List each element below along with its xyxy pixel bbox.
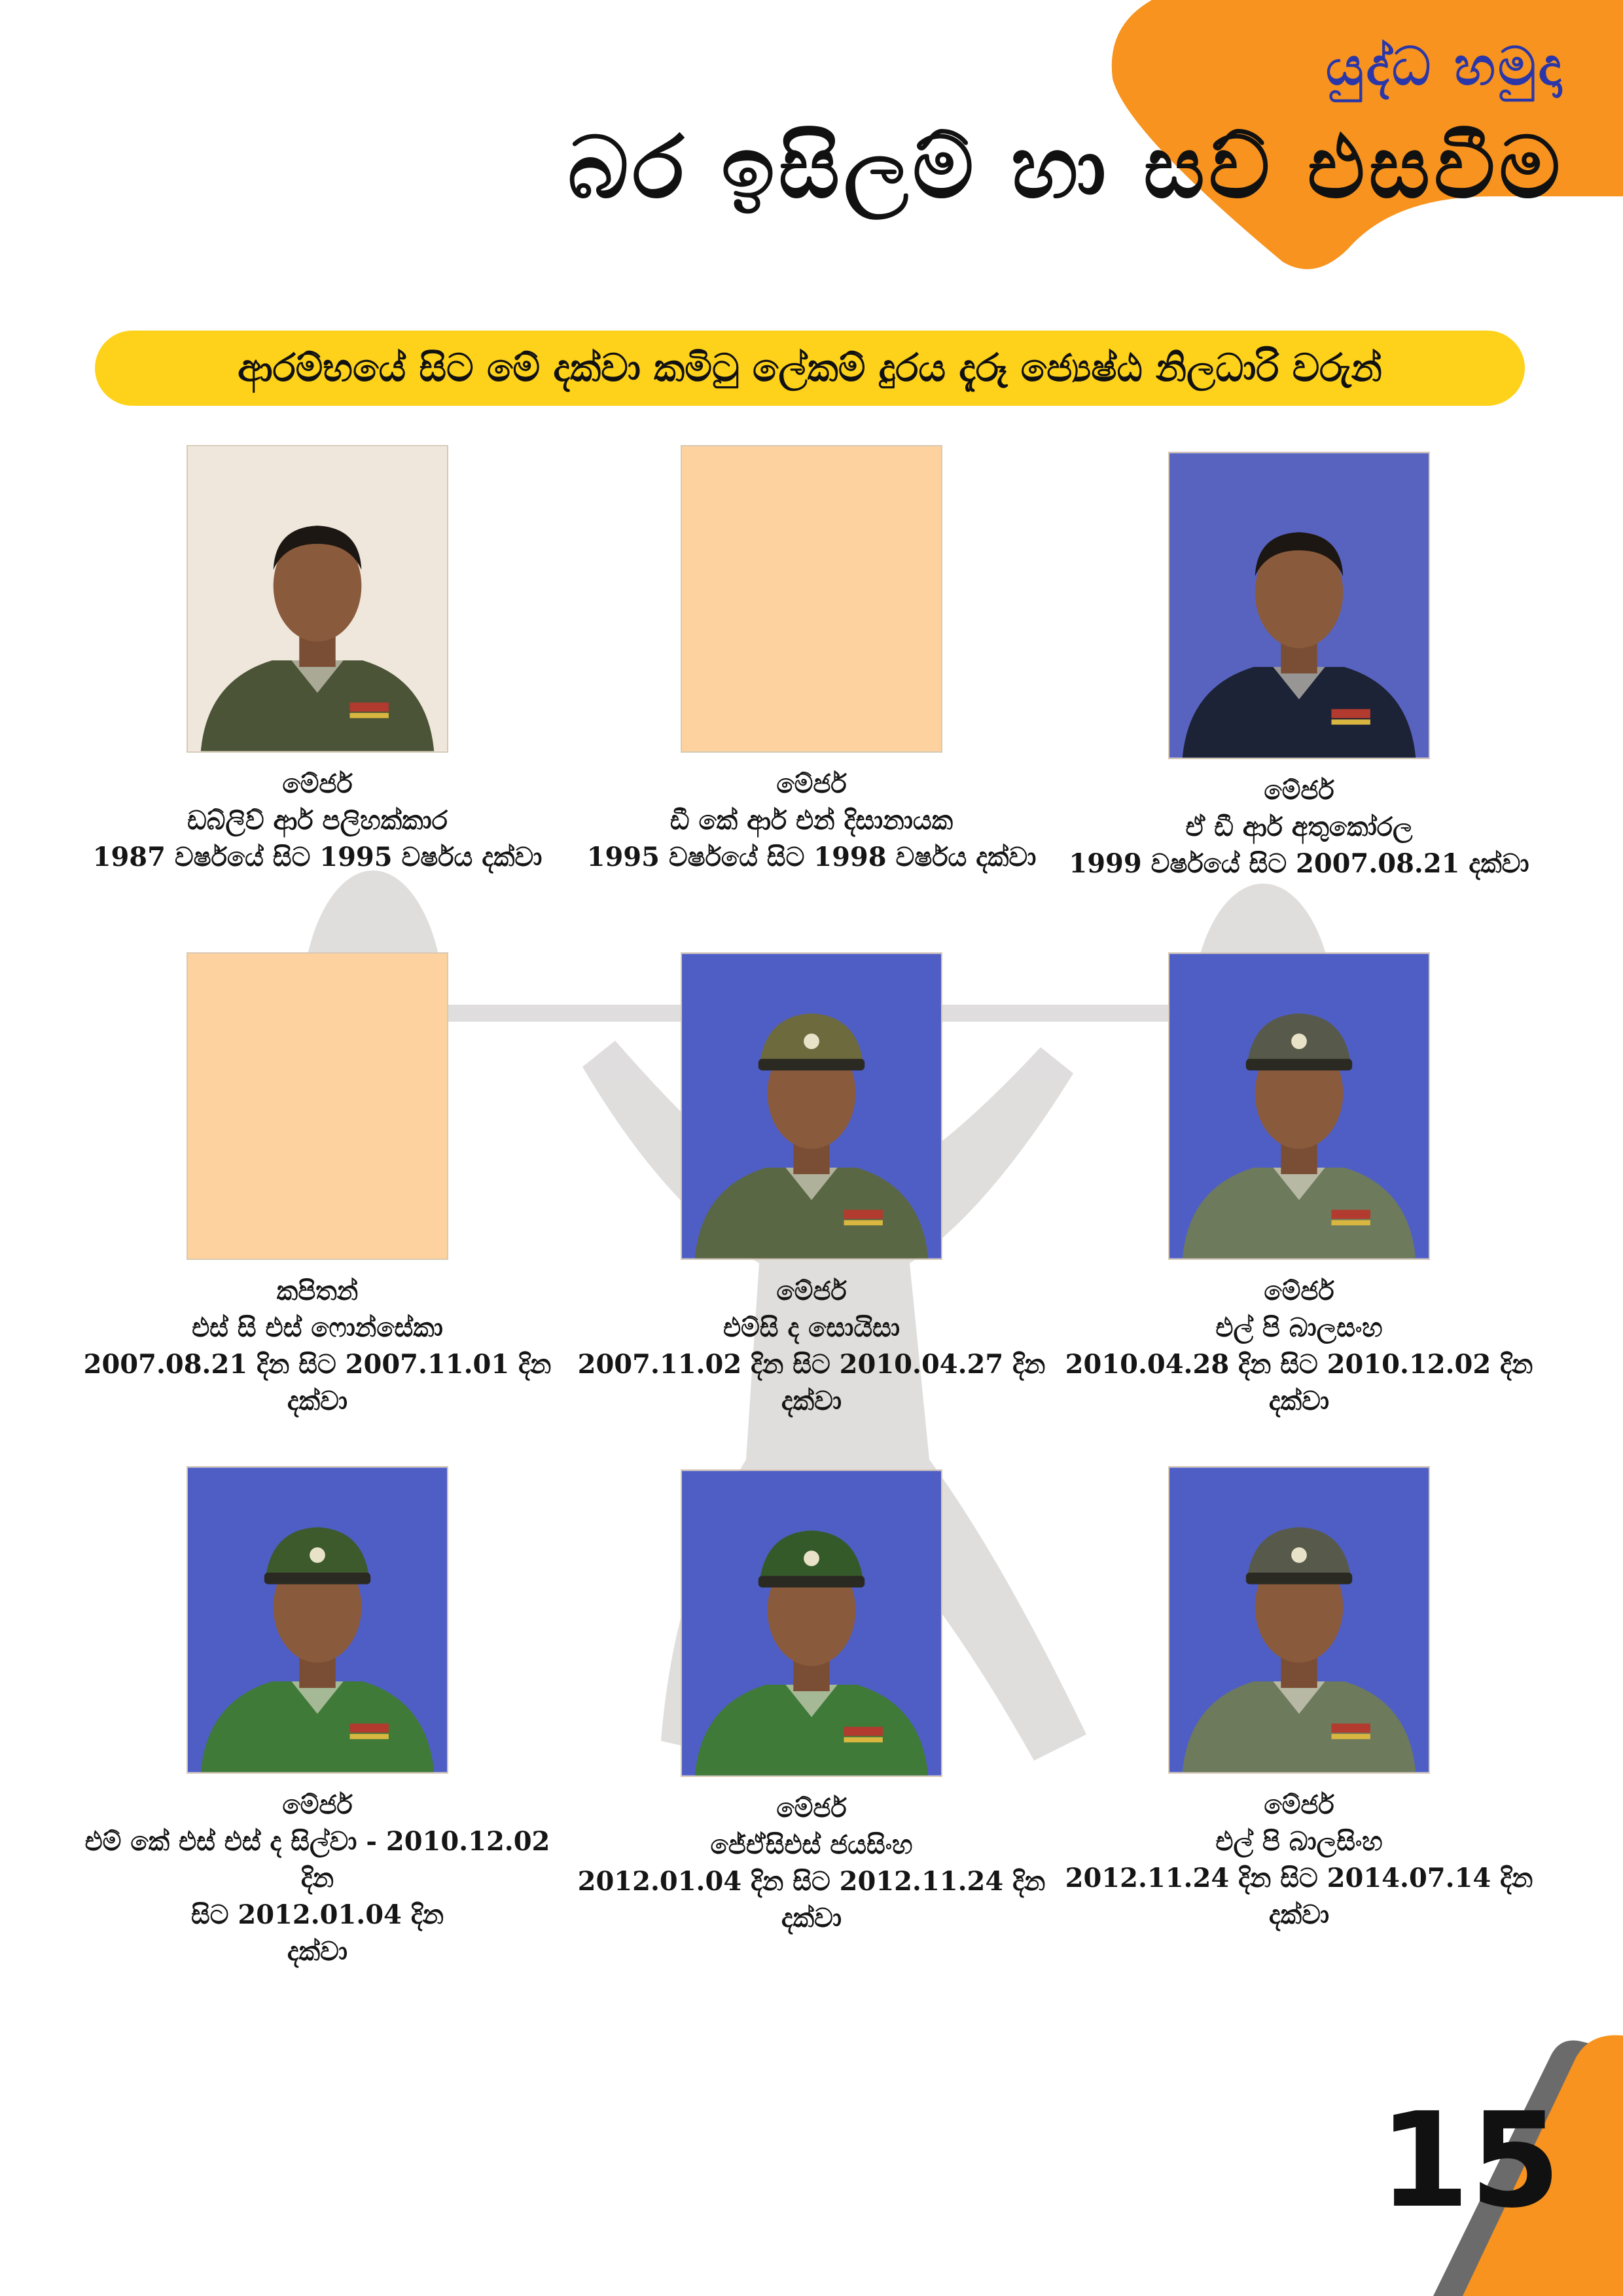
officer-rank: මේජර් — [776, 1793, 847, 1823]
officer-name: එම්සි ද සොයිසා — [722, 1312, 901, 1343]
officer-caption — [75, 766, 560, 876]
officer-card — [1057, 452, 1541, 882]
officer-card — [1057, 1466, 1541, 1933]
portrait-icon — [1169, 453, 1429, 758]
page-number: 15 — [1378, 2085, 1561, 2237]
officer-period-line: 2012.11.24 දින සිට 2014.07.14 දින — [1065, 1863, 1533, 1893]
officer-card — [569, 1469, 1054, 1937]
officer-name: ඩී කේ ආර් එන් දිසානායක — [669, 805, 954, 836]
portrait-icon — [1169, 1467, 1429, 1772]
officer-caption — [1057, 1273, 1541, 1420]
officer-caption — [1057, 772, 1541, 882]
officer-caption — [569, 1790, 1054, 1937]
officer-photo — [1168, 452, 1430, 759]
officer-name: එල් පි බාලසිංහ — [1215, 1826, 1383, 1857]
officer-card — [75, 1466, 560, 1970]
officer-caption — [569, 766, 1054, 876]
officer-card — [1057, 952, 1541, 1420]
officer-rank: මේජර් — [282, 768, 353, 799]
officer-caption — [75, 1273, 560, 1420]
portrait-icon — [1169, 954, 1429, 1259]
officer-photo — [187, 952, 448, 1260]
officer-name: ඒ ඩී ආර් අතුකෝරල — [1185, 812, 1413, 842]
officer-card — [75, 952, 560, 1420]
officer-period-line: දක්වා — [781, 1386, 842, 1416]
portrait-icon — [682, 954, 941, 1259]
officer-card — [569, 952, 1054, 1420]
officer-photo — [681, 1469, 942, 1777]
officer-photo — [681, 445, 942, 753]
officer-name: එස් සි එස් ෆොන්සේකා — [192, 1312, 443, 1343]
officer-period-line: 1987 වර්ෂයේ සිට 1995 වර්ෂය දක්වා — [92, 842, 543, 872]
officer-period-line: දක්වා — [1268, 1899, 1330, 1930]
officer-card — [569, 445, 1054, 876]
officer-name: එම් කේ එස් එස් ද සිල්වා - 2010.12.02 දින — [84, 1826, 550, 1893]
officer-rank: මේජර් — [1264, 775, 1334, 806]
officer-period-line: දක්වා — [287, 1936, 348, 1967]
officer-period-line: දක්වා — [1268, 1386, 1330, 1416]
officer-period-line: 2007.08.21 දින සිට 2007.11.01 දින — [83, 1349, 552, 1380]
section-kicker: යුද්ධ හමුදා — [1325, 36, 1564, 97]
portrait-icon — [188, 1467, 447, 1772]
officer-photo — [187, 1466, 448, 1774]
officer-period-line: දක්වා — [287, 1386, 348, 1416]
officer-period-line: දක්වා — [781, 1903, 842, 1933]
officer-photo — [681, 952, 942, 1260]
officer-card — [75, 445, 560, 876]
officer-rank: කපිතන් — [276, 1276, 359, 1306]
officer-rank: මේජර් — [776, 1276, 847, 1306]
officer-rank: මේජර් — [1264, 1789, 1334, 1820]
officer-photo — [1168, 952, 1430, 1260]
officer-name: එල් පි බාලසංහ — [1215, 1312, 1383, 1343]
officer-period-line: 1995 වර්ෂයේ සිට 1998 වර්ෂය දක්වා — [586, 842, 1037, 872]
officer-period-line: 2007.11.02 දින සිට 2010.04.27 දින — [577, 1349, 1046, 1380]
officer-period-line: 1999 වර්ෂයේ සිට 2007.08.21 දක්වා — [1069, 848, 1529, 879]
officer-rank: මේජර් — [1264, 1276, 1334, 1306]
officer-rank: මේජර් — [776, 768, 847, 799]
officer-photo — [187, 445, 448, 753]
section-banner: ආරම්භයේ සිට මේ දක්වා කමිටු ලේකම් දුරය දැරූ ජ්‍යෙෂ්ඨ නිලධාරි වරුන් — [95, 331, 1525, 406]
officer-caption — [75, 1787, 560, 1970]
officer-photo — [1168, 1466, 1430, 1774]
officer-period-line: 2012.01.04 දින සිට 2012.11.24 දින — [577, 1866, 1046, 1897]
officer-name: ජේඒසිඑස් ජයසිංහ — [710, 1829, 913, 1860]
officer-period-line: සිට 2012.01.04 දින — [190, 1899, 444, 1930]
officer-rank: මේජර් — [282, 1789, 353, 1820]
portrait-icon — [682, 1471, 941, 1776]
page-title: බර ඉසිලම් හා සව් එසවීම — [567, 118, 1564, 217]
officer-caption — [569, 1273, 1054, 1420]
officer-name: ඩබ්ලිව් ආර් පලිහක්කාර — [187, 805, 448, 836]
portrait-icon — [188, 446, 447, 751]
officer-period-line: 2010.04.28 දින සිට 2010.12.02 දින — [1065, 1349, 1533, 1380]
officer-caption — [1057, 1787, 1541, 1933]
